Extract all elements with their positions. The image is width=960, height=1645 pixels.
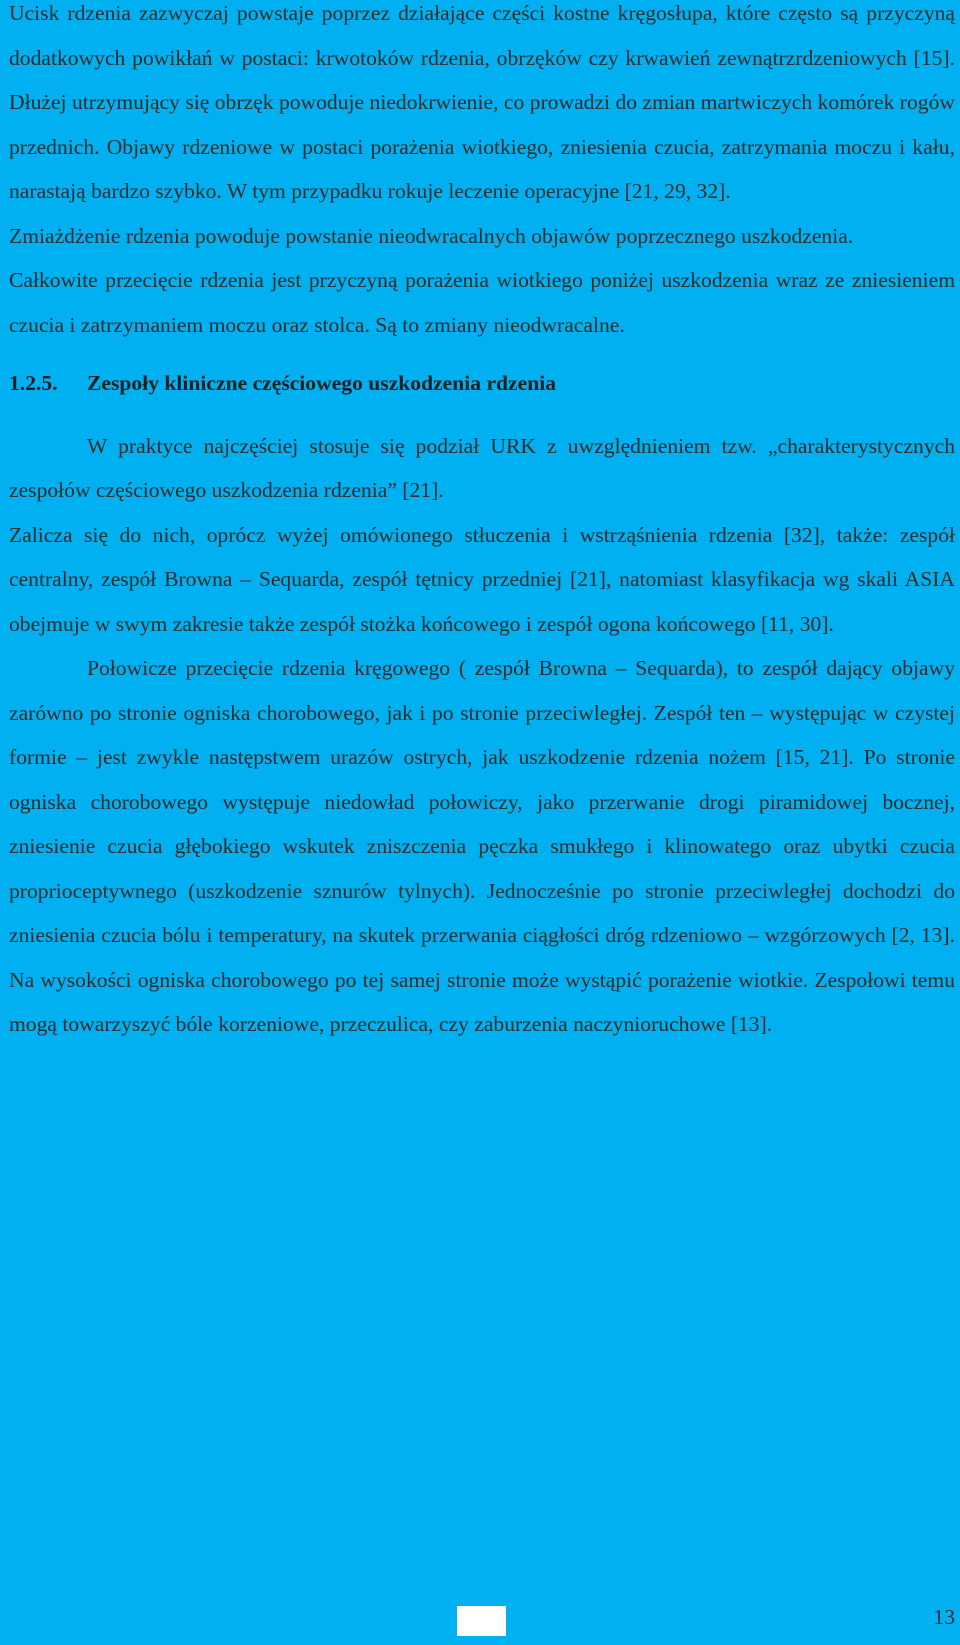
- document-page: [9, 0, 955, 1047]
- paragraph-syndromes-list: Zalicza się do nich, oprócz wyżej omówionego stłuczenia i wstrząśnienia rdzenia [32], także: zespół centralny, zespół Browna – Sequarda, zespół tętnicy przedniej [21], natomiast klasyfikacja wg skali ASIA obejmuje w swym zakresie także zespół stożka końcowego i zespół ogona końcowego [11, 30].: [9, 522, 955, 636]
- paragraph-compression: Ucisk rdzenia zazwyczaj powstaje poprzez działające części kostne kręgosłupa, które często są przyczyną dodatkowych powikłań w postaci: krwotoków rdzenia, obrzęków czy krwawień zewnątrzrdzeniowych [15]. Dłużej utrzymujący się obrzęk powoduje niedokrwienie, co prowadzi do zmian martwiczych komórek rogów przednich. Objawy rdzeniowe w postaci porażenia wiotkiego, zniesienia czucia, zatrzymania moczu i kału, narastają bardzo szybko. W tym przypadku rokuje leczenie operacyjne [21, 29, 32].: [9, 1, 955, 203]
- paragraph-transection: Całkowite przecięcie rdzenia jest przyczyną porażenia wiotkiego poniżej uszkodzenia wraz ze zniesieniem czucia i zatrzymaniem moczu oraz stolca. Są to zmiany nieodwracalne.: [9, 268, 955, 337]
- page-number: 13: [933, 1605, 955, 1629]
- paragraph-classification: W praktyce najczęściej stosuje się podział URK z uwzględnieniem tzw. „charakterystycznych zespołów częściowego uszkodzenia rdzenia” [21].: [9, 433, 955, 502]
- paragraph-brown-sequard: Połowicze przecięcie rdzenia kręgowego ( zespół Browna – Sequarda), to zespół dający objawy zarówno po stronie ogniska chorobowego, jak i po stronie przeciwległej. Zespół ten – występując w czystej formie – jest zwykle następstwem urazów ostrych, jak uszkodzenie rdzenia nożem [15, 21]. Po stronie ogniska chorobowego występuje niedowład połowiczy, jako przerwanie drogi piramidowej bocznej, zniesienie czucia głębokiego wskutek zniszczenia pęczka smukłego i klinowatego oraz ubytki czucia proprioceptywnego (uszkodzenie sznurów tylnych). Jednocześnie po stronie przeciwległej dochodzi do zniesienia czucia bólu i temperatury, na skutek przerwania ciągłości dróg rdzeniowo – wzgórzowych [2, 13]. Na wysokości ogniska chorobowego po tej samej stronie może wystąpić porażenie wiotkie. Zespołowi temu mogą towarzyszyć bóle korzeniowe, przeczulica, czy zaburzenia naczynioruchowe [13].: [9, 656, 955, 1036]
- section-title: Zespoły kliniczne częściowego uszkodzenia rdzenia: [87, 371, 557, 395]
- section-heading: [9, 361, 955, 406]
- footer-white-box: [457, 1606, 506, 1636]
- section-number: 1.2.5.: [9, 371, 58, 395]
- paragraph-crush: Zmiażdżenie rdzenia powoduje powstanie nieodwracalnych objawów poprzecznego uszkodzenia.: [9, 223, 854, 248]
